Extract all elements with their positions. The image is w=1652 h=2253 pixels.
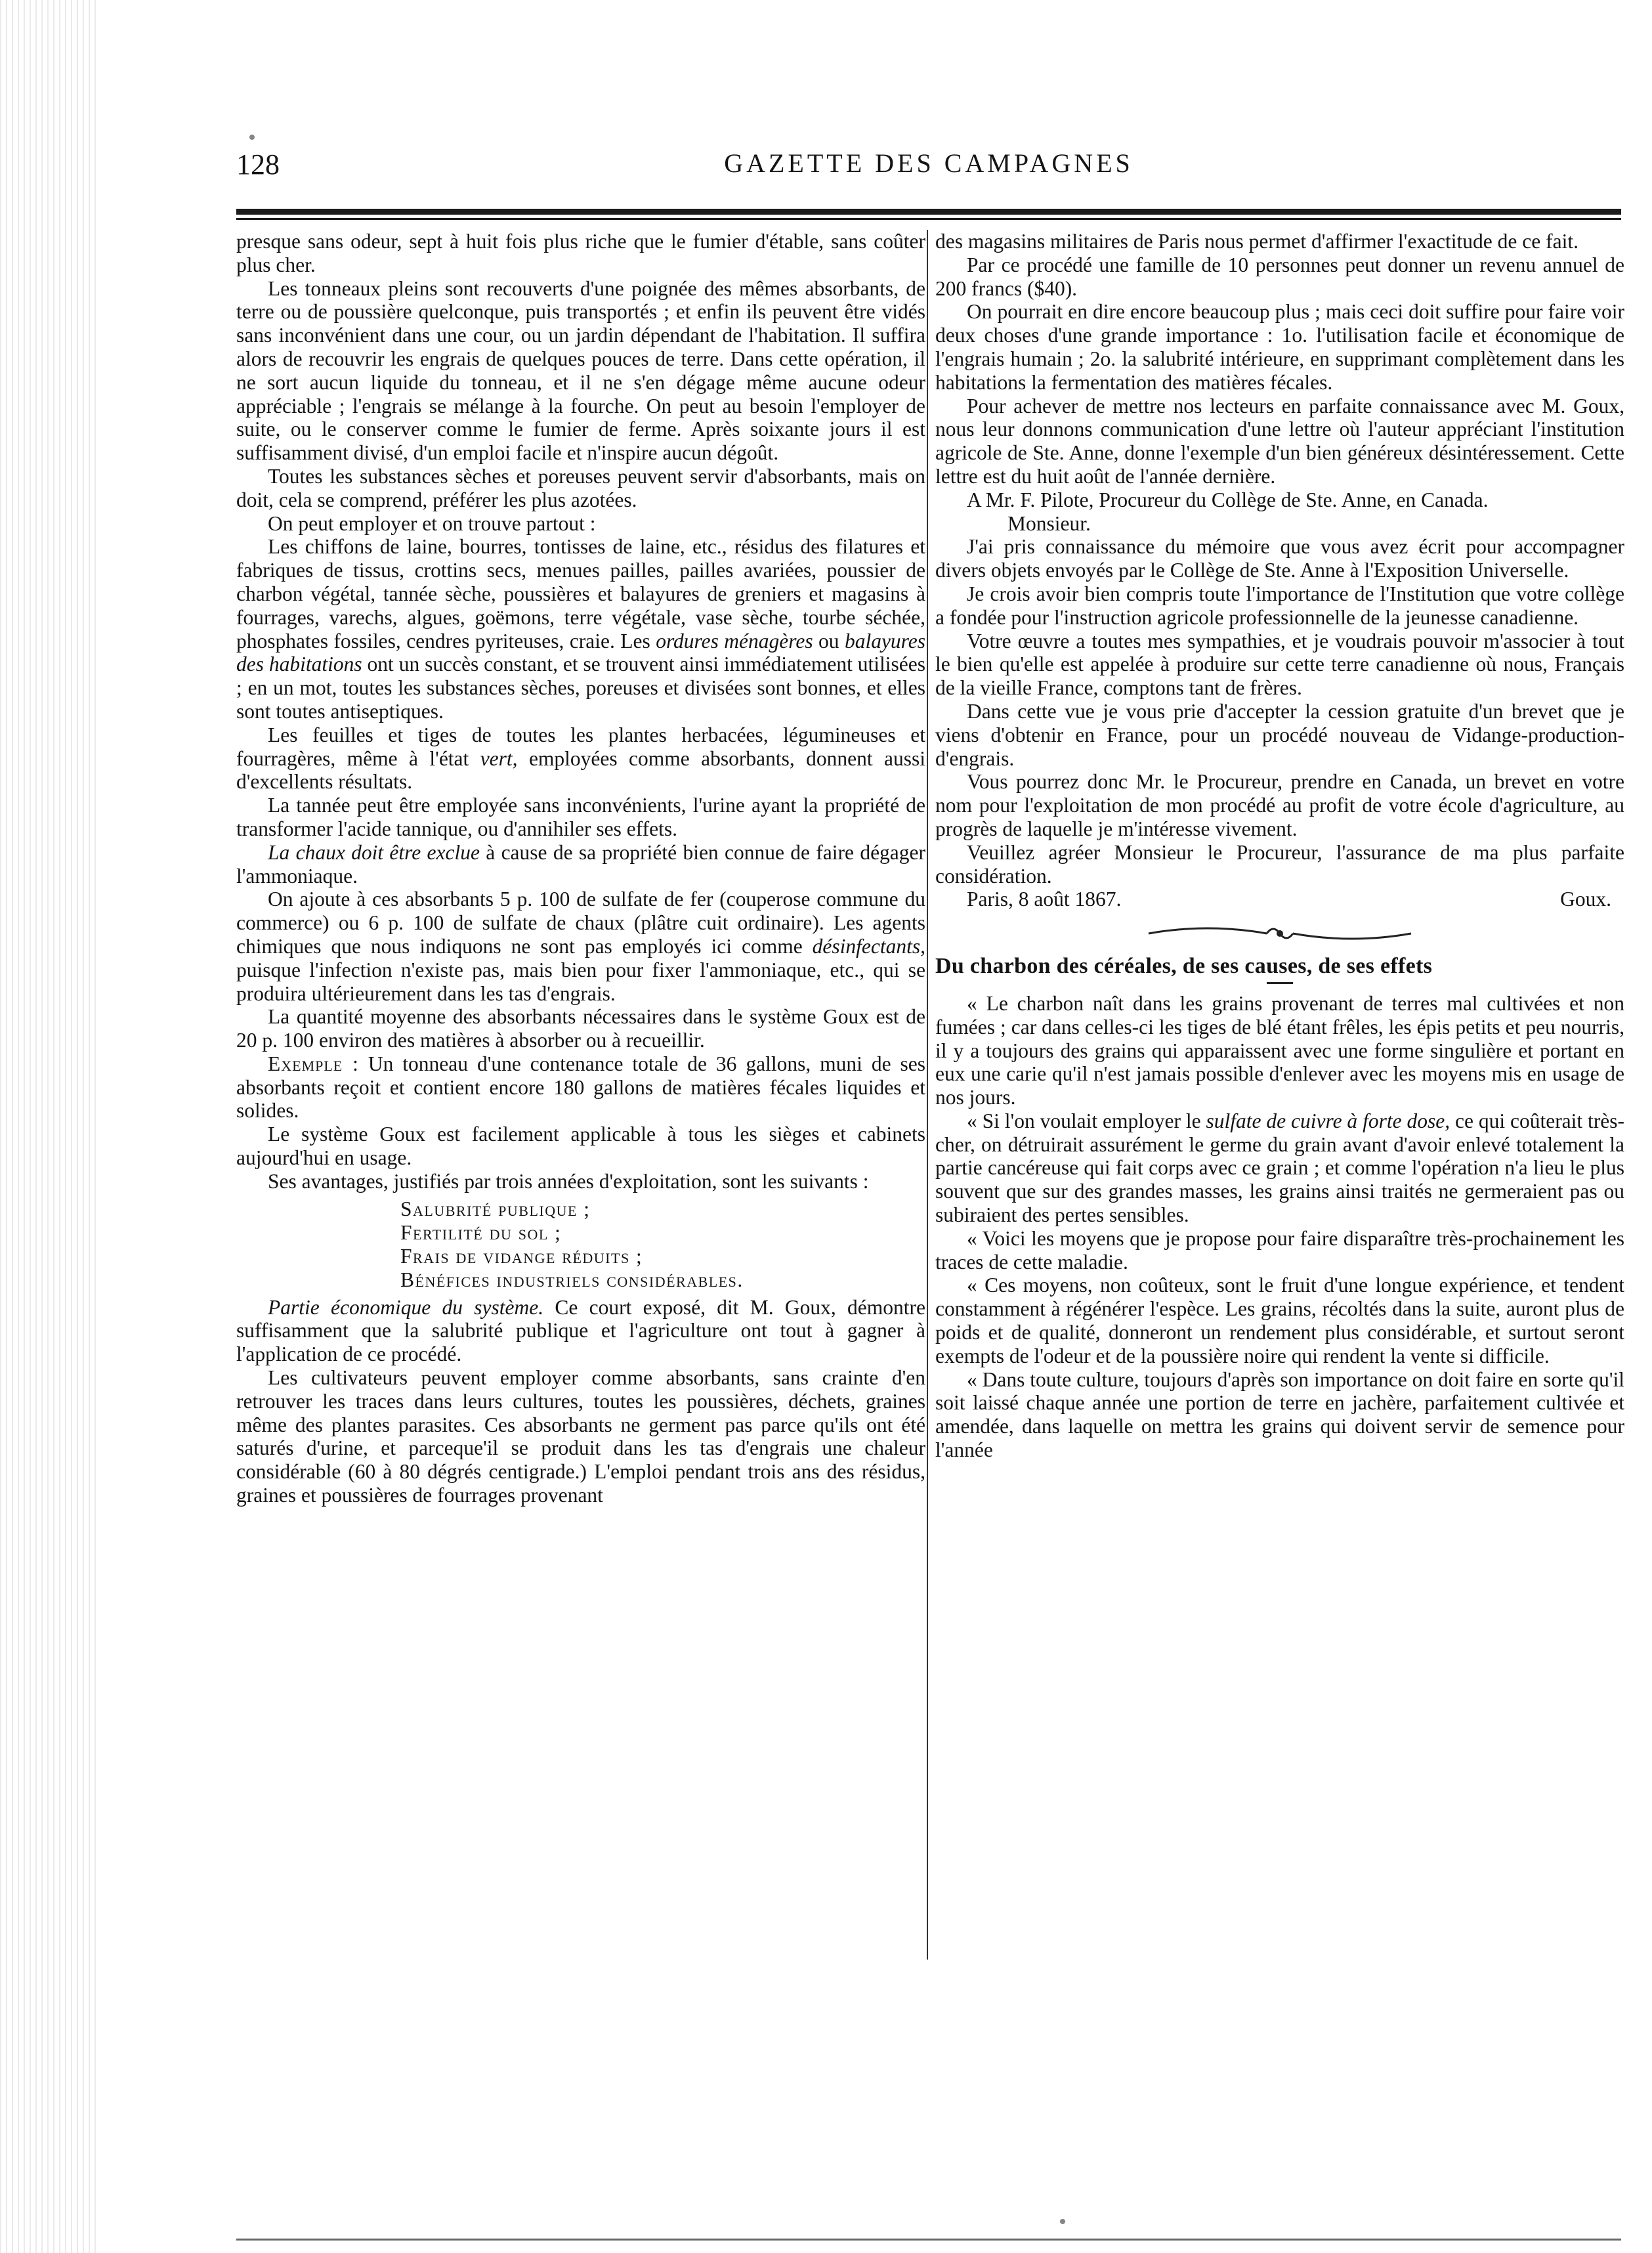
paragraph bbox=[236, 535, 925, 723]
scan-speck bbox=[249, 135, 255, 140]
page-number: 128 bbox=[236, 148, 280, 181]
paragraph: On pourrait en dire encore beaucoup plus ; mais ceci doit suffire pour faire voir deux choses d'une grande importance : 1o. l'utilisation facile et économique de l'engrais humain ; 2o. la salubrité intérieure, en supprimant complètement dans les habitations la fermentation des matières fécales. bbox=[935, 300, 1624, 394]
paragraph: Le système Goux est facilement applicable à tous les sièges et cabinets aujourd'hui en usage. bbox=[236, 1123, 925, 1170]
benefit-item: Fertilité du sol ; bbox=[400, 1220, 562, 1244]
section-heading: Du charbon des céréales, de ses causes, de ses effets bbox=[935, 954, 1433, 979]
paragraph: « Le charbon naît dans les grains provenant de terres mal cultivées et non fumées ; car dans celles-ci les tiges de blé étant frêles, les épis petits et peu nourris, il y a toujours des grains qui apparaissent avec une forme singulière et portant en eux une carie qu'il n'est jamais possible d'enlever avec les moyens mis en usage de nos jours. bbox=[935, 991, 1624, 1109]
text-run: ont un succès constant, et se trouvent ainsi immédiatement utilisées ; en un mot, toutes les substances sèches, poreuses et divisées sont bonnes, et elles sont toutes antiseptiques. bbox=[236, 653, 925, 723]
text-run: On ajoute à ces absorbants 5 p. 100 de sulfate de fer (couperose commune du commerce) ou 6 p. 100 de sulfate de chaux (plâtre cuit ordinaire). Les agents chimiques que nous indiquons ne sont pas employés ici comme bbox=[236, 888, 925, 958]
text-run: employées comme absorbants, donnent aussi d'excellents résultats. bbox=[236, 746, 925, 794]
benefit-item: Salubrité publique ; bbox=[400, 1197, 591, 1220]
paragraph bbox=[935, 1109, 1624, 1227]
letter-paragraph: Votre œuvre a toutes mes sympathies, et je voudrais pouvoir m'associer à tout le bien qu'elle est appelée à produire sur cette terre canadienne où nous, Français de la vieille France, comptons tant de frères. bbox=[935, 629, 1624, 700]
letter-paragraph: Dans cette vue je vous prie d'accepter la cession gratuite d'un brevet que je viens d'obtenir en France, pour un procédé nouveau de Vidange-production-d'engrais. bbox=[935, 699, 1624, 770]
column-divider bbox=[927, 230, 928, 1960]
paragraph: La tannée peut être employée sans inconvénients, l'urine ayant la propriété de transformer l'acide tannique, ou d'annihiler ses effets. bbox=[236, 794, 925, 840]
paragraph: Pour achever de mettre nos lecteurs en parfaite connaissance avec M. Goux, nous leur donnons communication d'une lettre où l'auteur appréciant l'institution agricole de Ste. Anne, donne l'exemple d'un bien généreux désintéressement. Cette lettre est du huit août de l'année dernière. bbox=[935, 394, 1624, 488]
letter-paragraph: Vous pourrez donc Mr. le Procureur, prendre en Canada, un brevet en votre nom pour l'exploitation de mon procédé au profit de votre école d'agriculture, au progrès de laquelle je m'intéresse vivement. bbox=[935, 770, 1624, 840]
paragraph: Par ce procédé une famille de 10 personnes peut donner un revenu annuel de 200 francs ($40). bbox=[935, 253, 1624, 300]
paragraph: On peut employer et on trouve partout : bbox=[268, 511, 596, 535]
text-run: Un tonneau d'une contenance totale de 36 gallons, muni de ses absorbants reçoit et contient encore 180 gallons de matières fécales liquides et solides. bbox=[236, 1052, 926, 1123]
letter-paragraph: Je crois avoir bien compris toute l'importance de l'Institution que votre collège a fondée pour l'instruction agricole professionnelle de la jeunesse canadienne. bbox=[935, 582, 1624, 629]
letter-place-date: Paris, 8 août 1867. bbox=[967, 888, 1122, 911]
text-run: Ce court exposé, dit M. Goux, démontre suffisamment que la salubrité publique et l'agriculture ont tout à gagner à l'application de ce procédé. bbox=[236, 1295, 926, 1366]
text-run: ce qui coûterait très-cher, on détruirait assurément le germe du grain avant d'avoir enlevé totalement la partie cancéreuse qui fait corps avec ce grain ; et comme l'opération n'a lieu le plus souvent que sur des grandes masses, les grains ainsi traités ne germeraient pas ou subiraient des pertes sensibles. bbox=[935, 1109, 1625, 1227]
paragraph bbox=[236, 1296, 925, 1366]
letter-paragraph: J'ai pris connaissance du mémoire que vous avez écrit pour accompagner divers objets envoyés par le Collège de Ste. Anne à l'Exposition Universelle. bbox=[935, 535, 1624, 582]
scan-edge-noise bbox=[0, 0, 98, 2253]
text-run: Les feuilles et tiges de toutes les plantes herbacées, légumineuses et fourragères, même à l'état bbox=[236, 723, 925, 770]
emphasis: balayures des habitations bbox=[236, 629, 926, 676]
emphasis: vert, bbox=[480, 746, 518, 770]
emphasis: La chaux doit être exclue bbox=[268, 840, 480, 864]
header-rule-thick bbox=[236, 209, 1621, 215]
right-column bbox=[935, 230, 1624, 1462]
small-caps-label: Exemple : bbox=[268, 1052, 359, 1075]
heading-dash bbox=[1267, 982, 1293, 984]
emphasis: Partie économique du système. bbox=[268, 1295, 544, 1319]
bottom-rule bbox=[236, 2239, 1621, 2241]
text-run: Les chiffons de laine, bourres, tontisses de laine, etc., résidus des filatures et fabriques de tissus, crottins secs, menues pailles, pailles avariées, poussier de charbon végétal, tannée sèche, poussières et balayures de greniers et magasins à fourrages, varechs, algues, goëmons, terre végétale, vase sèche, tourbe séchée, phosphates fossiles, cendres pyriteuses, craie. Les bbox=[236, 535, 925, 653]
paragraph: La quantité moyenne des absorbants nécessaires dans le système Goux est de 20 p. 100 environ des matières à absorber ou à recueillir. bbox=[236, 1005, 925, 1052]
paragraph: Les cultivateurs peuvent employer comme absorbants, sans crainte d'en retrouver les traces dans leurs cultures, toutes les poussières, déchets, graines même des plantes parasites. Ces absorbants ne germent pas parce qu'ils ont été saturés d'urine, et parceque'il se produit dans les tas d'engrais une chaleur considérable (60 à 80 dégrés centigrade.) L'emploi pendant trois ans des résidus, graines et poussières de fourrages provenant bbox=[236, 1366, 925, 1507]
letter-address: A Mr. F. Pilote, Procureur du Collège de Ste. Anne, en Canada. bbox=[967, 488, 1489, 511]
paragraph bbox=[236, 841, 925, 888]
paragraph: Toutes les substances sèches et poreuses peuvent servir d'absorbants, mais on doit, cela se comprend, préférer les plus azotées. bbox=[236, 464, 925, 511]
letter-paragraph: Veuillez agréer Monsieur le Procureur, l'assurance de ma plus parfaite considération. bbox=[935, 840, 1624, 888]
emphasis: sulfate de cuivre à forte dose, bbox=[1206, 1109, 1451, 1132]
emphasis: désinfectants, bbox=[812, 934, 926, 958]
paragraph bbox=[236, 1052, 925, 1123]
benefit-item: Frais de vidange réduits ; bbox=[400, 1244, 643, 1268]
paragraph: « Ces moyens, non coûteux, sont le fruit d'une longue expérience, et tendent constamment à régénérer l'espèce. Les grains, récoltés dans la suite, auront plus de poids et de qualité, donneront un rendement plus considérable, et surtout seront exempts de l'odeur et de la poussière noire qui rendent la vente si difficile. bbox=[935, 1274, 1624, 1367]
text-run: « Si l'on voulait employer le bbox=[967, 1109, 1201, 1132]
letter-salutation: Monsieur. bbox=[1007, 511, 1091, 535]
ornament-divider bbox=[1142, 920, 1418, 947]
paragraph: « Dans toute culture, toujours d'après son importance on doit faire en sorte qu'il soit laissé chaque année une portion de terre en jachère, parfaitement cultivée et amendée, dans laquelle on mettra les grains qui doivent servir de semence pour l'année bbox=[935, 1367, 1624, 1462]
paragraph: des magasins militaires de Paris nous permet d'affirmer l'exactitude de ce fait. bbox=[935, 230, 1578, 253]
paragraph: Ses avantages, justifiés par trois années d'exploitation, sont les suivants : bbox=[268, 1169, 869, 1193]
paragraph bbox=[236, 723, 925, 794]
text-run: à cause de sa propriété bien connue de faire dégager l'ammoniaque. bbox=[236, 840, 925, 888]
letter-signature: Goux. bbox=[1560, 888, 1611, 911]
scan-speck bbox=[1060, 2219, 1065, 2224]
paragraph: presque sans odeur, sept à huit fois plus riche que le fumier d'étable, sans coûter plus cher. bbox=[236, 230, 925, 276]
header-rule-thin bbox=[236, 218, 1621, 220]
benefit-item: Bénéfices industriels considérables. bbox=[400, 1268, 744, 1291]
paragraph bbox=[236, 888, 925, 1005]
paragraph: Les tonneaux pleins sont recouverts d'une poignée des mêmes absorbants, de terre ou de poussière quelconque, puis transportés ; et enfin ils peuvent être vidés sans inconvénient dans une cour, ou un jardin dépendant de l'habitation. Il suffira alors de recouvrir les engrais de quelques pouces de terre. Dans cette opération, il ne sort aucun liquide du tonneau, et il ne s'en dégage même aucune odeur appréciable ; l'engrais se mélange à la fourche. On peut au besoin l'employer de suite, ou le conserver comme le fumier de ferme. Après soixante jours il est suffisamment divisé, d'un emploi facile et n'inspire aucun dégoût. bbox=[236, 276, 925, 465]
journal-title: GAZETTE DES CAMPAGNES bbox=[724, 148, 1133, 178]
letter-signoff bbox=[935, 888, 1624, 911]
text-run: ou bbox=[818, 629, 839, 653]
emphasis: ordures ménagères bbox=[656, 629, 813, 653]
text-run: puisque l'infection n'existe pas, mais bien pour fixer l'ammoniaque, etc., qui se produira ultérieurement dans les tas d'engrais. bbox=[236, 958, 925, 1005]
benefits-list bbox=[400, 1197, 925, 1292]
left-column bbox=[236, 230, 925, 1507]
page-header bbox=[236, 141, 1621, 187]
paragraph: « Voici les moyens que je propose pour faire disparaître très-prochainement les traces de cette maladie. bbox=[935, 1226, 1624, 1274]
